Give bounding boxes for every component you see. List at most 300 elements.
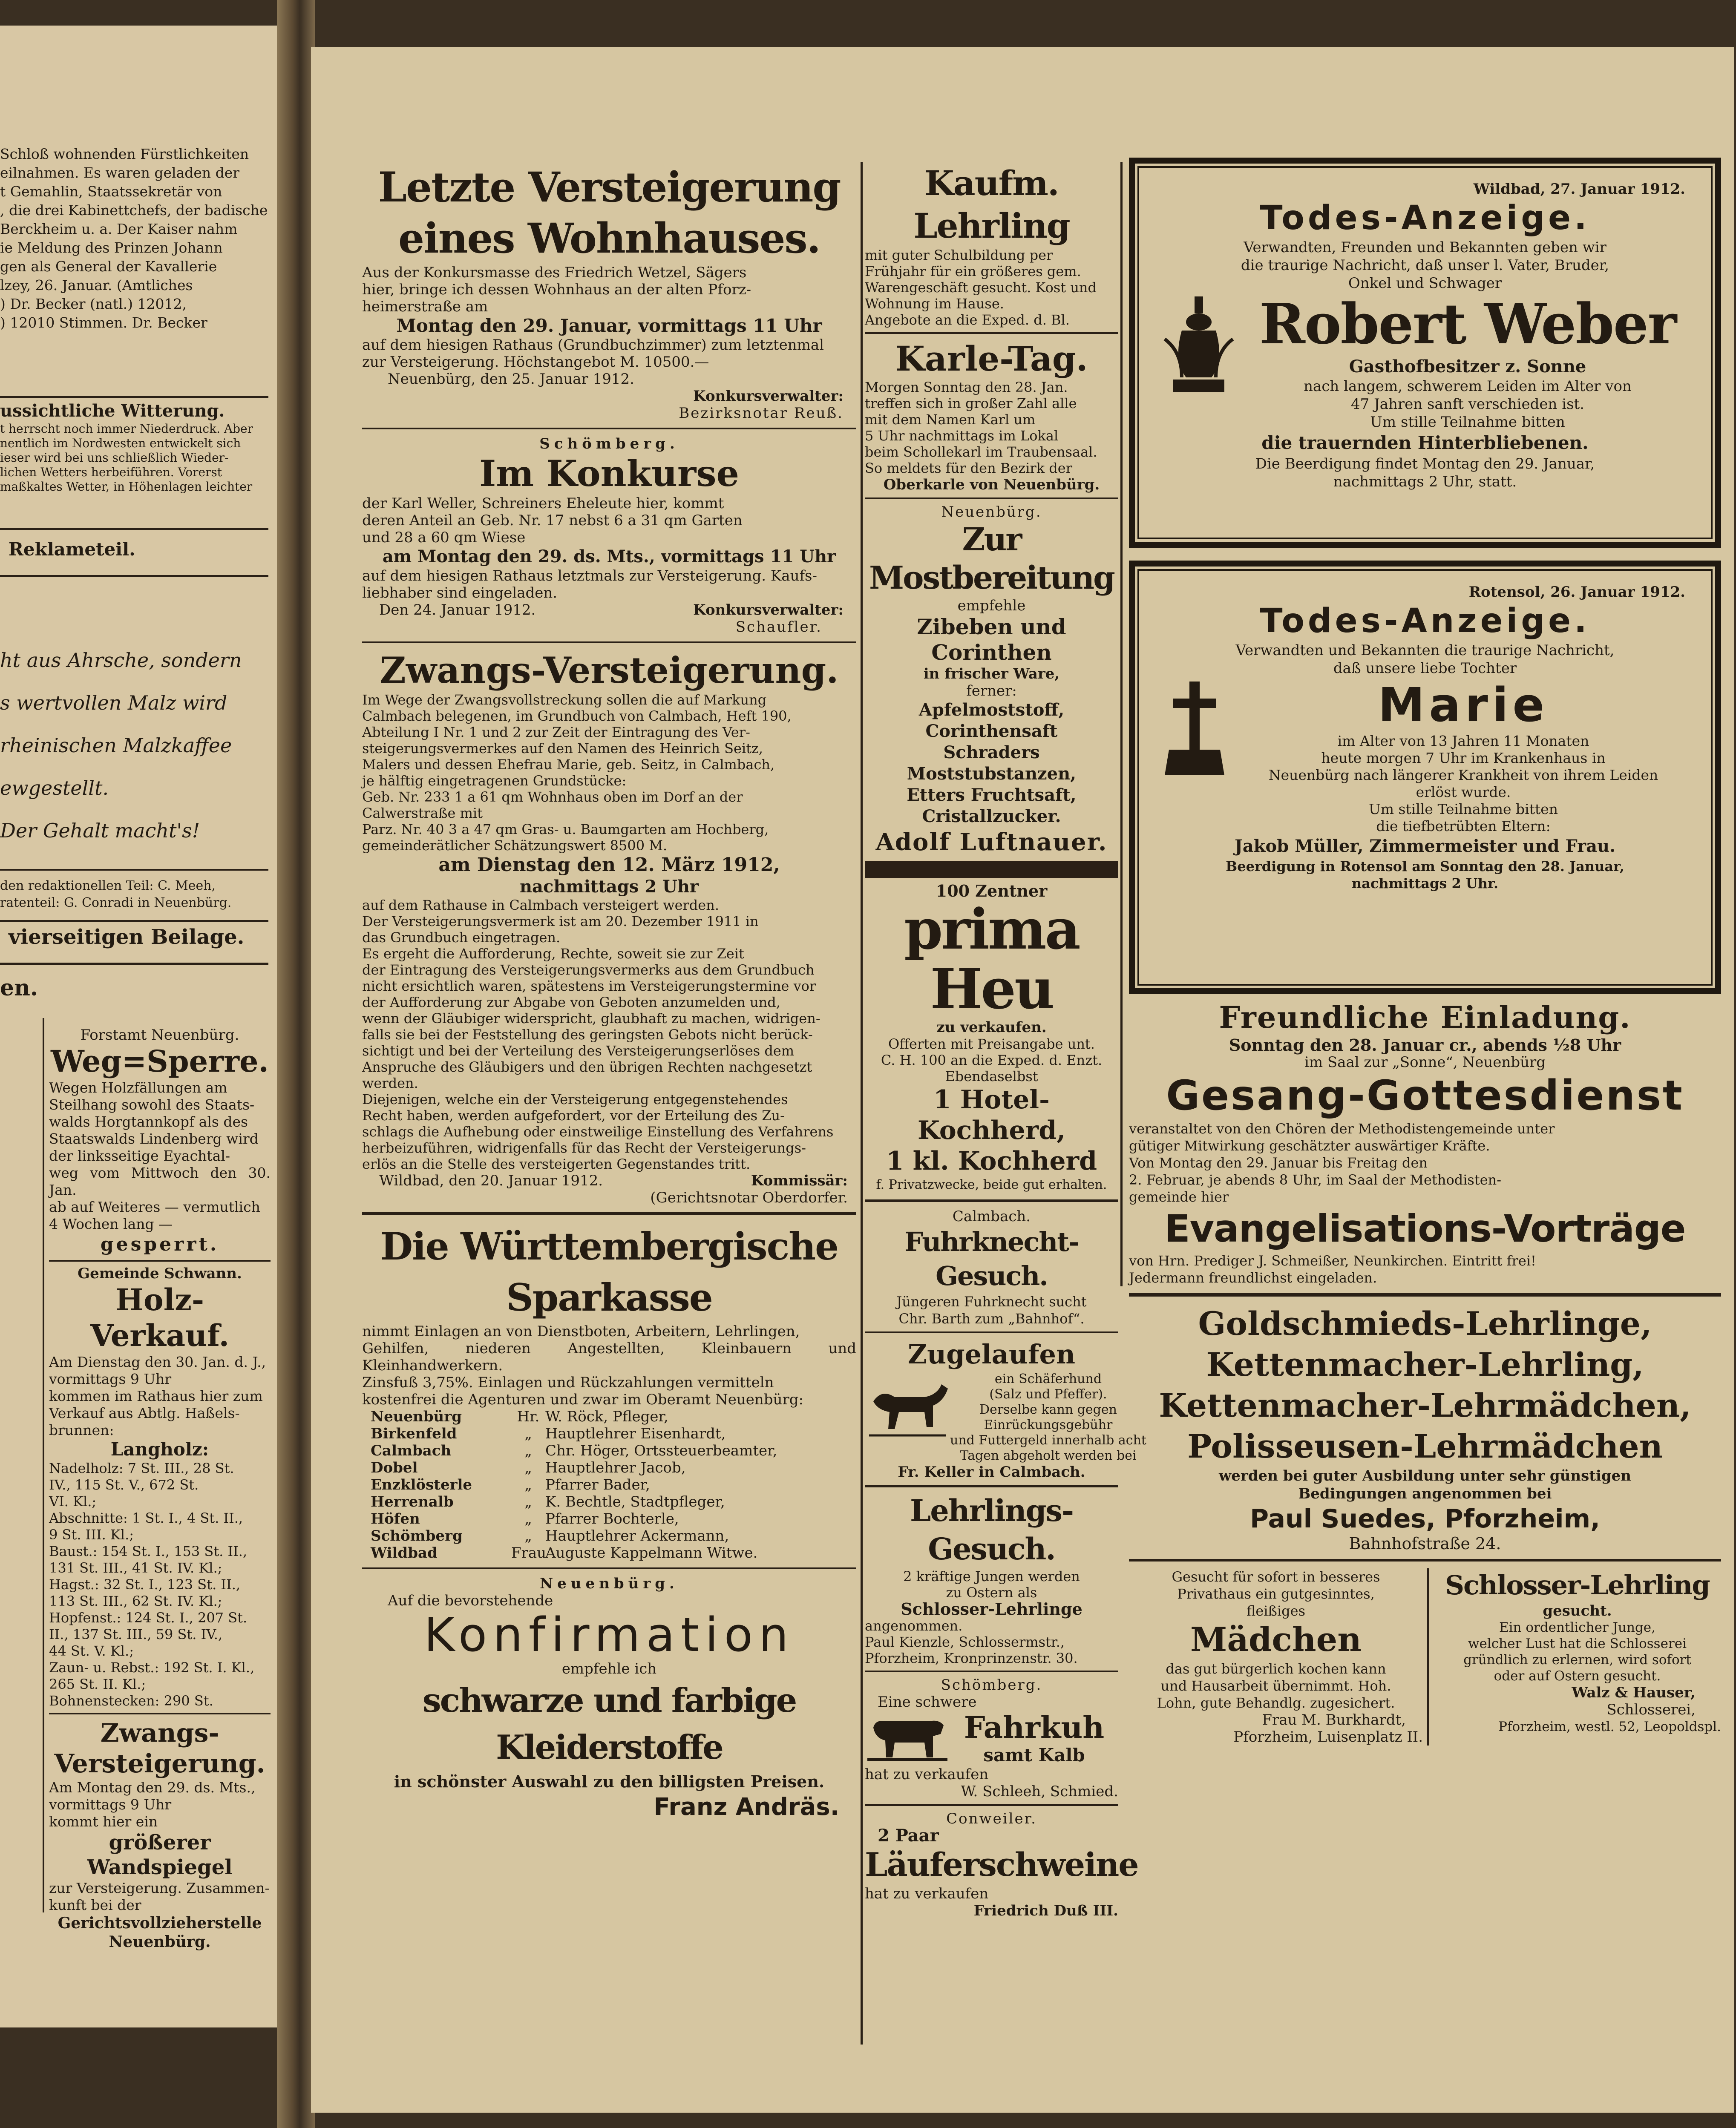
text-line: Recht haben, werden aufgefordert, vor der Erteilung des Zu- [362,1107,785,1124]
text-line: und 28 a 60 qm Wiese [362,529,526,546]
konkurs-sign: Konkursverwalter: [693,601,844,618]
text-line: zur Versteigerung. Zusammen- [49,1880,270,1896]
text-line: welcher Lust hat die Schlosserei [1468,1636,1687,1651]
text-line: ht aus Ahrsche, sondern [0,649,242,672]
text-line: Abteilung I Nr. 1 und 2 zur Zeit der Eintragung des Ver- [362,724,750,740]
konkurs-title: Im Konkurse [479,452,739,495]
agency-mark: „ [524,1459,532,1476]
text-line: Goldschmieds-Lehrlinge, [1198,1305,1652,1343]
text-line: Ein ordentlicher Junge, [1499,1620,1656,1635]
einladung-title: Freundliche Einladung. [1219,1000,1631,1035]
einladung-line2: im Saal zur „Sonne“, Neuenbürg [1304,1054,1546,1071]
cross-icon [1156,677,1233,788]
text-line: Beerdigung in Rotensol am Sonntag den 28. Januar, [1226,858,1624,874]
text-line: Im Wege der Zwangsvollstreckung sollen die auf Markung [362,692,767,708]
text-line: , die drei Kabinettchefs, der badische [0,202,268,219]
text-line: 47 Jahren sanft verschieden ist. [1351,396,1584,413]
text-line: brunnen: [49,1422,114,1438]
text-line: werden bei guter Ausbildung unter sehr günstigen [1218,1467,1632,1484]
text-line: Chr. Barth zum „Bahnhof“. [898,1311,1085,1327]
text-line: 9 St. III. Kl.; [49,1527,134,1543]
marie-name: Marie [1378,678,1549,732]
fahrkuh-sign: W. Schleeh, Schmied. [961,1783,1118,1800]
reklame-heading: Reklameteil. [9,539,135,560]
text-line: Am Dienstag den 30. Jan. d. J., [49,1354,266,1370]
editors-note [0,877,268,912]
text-line: nach langem, schwerem Leiden im Alter von [1304,378,1632,395]
text-line: (Salz und Pfeffer). [989,1387,1107,1402]
zwangs-sign-name: (Gerichtsnotar Oberdorfer. [650,1189,848,1206]
most-line: empfehle [957,597,1026,614]
weber-title: Todes-Anzeige. [1260,199,1590,237]
text-line: vormittags 9 Uhr [49,1371,172,1387]
divider [362,1567,856,1569]
andraes-name: Franz Andräs. [654,1793,839,1821]
gemeinde-label: Gemeinde Schwann. [78,1265,242,1282]
fuhrknecht-title: Fuhrknecht-Gesuch. [904,1226,1079,1291]
text-line: maßkaltes Wetter, in Höhenlagen leichter [0,480,253,494]
column-1 [362,162,856,2049]
text-line: kunft bei der [49,1897,141,1913]
text-line: die tiefbetrübten Eltern: [1376,818,1551,834]
divider [362,641,856,643]
weather-text [0,422,268,494]
column-rule [43,1018,44,1912]
divider [865,1671,1118,1672]
text-line: II., 137 St. III., 59 St. IV., [49,1626,223,1642]
konfirmation-title: Konfirmation [424,1608,795,1662]
text-line: Jedermann freundlichst eingeladen. [1129,1270,1377,1286]
fahrkuh-title: Fahrkuh [964,1710,1105,1745]
text-line: 2 kräftige Jungen werden [903,1568,1080,1584]
text-line: schlags die Aufhebung oder einstweilige Einstellung des Verfahrens [362,1124,834,1140]
text-line: 4 Wochen lang — [49,1216,173,1232]
text-line: 5 Uhr nachmittags im Lokal [865,428,1059,444]
agency-place: Herrenalb [371,1493,454,1510]
fuhrknecht-place: Calmbach. [952,1208,1031,1225]
text-line: Paul Kienzle, Schlossermstr., [865,1634,1065,1650]
agency-row [371,1544,856,1561]
agency-place: Birkenfeld [371,1425,457,1442]
text-line: Staatswalds Lindenberg wird [49,1130,259,1147]
text-line: Der Gehalt macht's! [0,819,200,842]
text-line: Gesucht für sofort in besseres [1172,1569,1380,1585]
text-line: auf dem hiesigen Rathaus (Grundbuchzimmer) zum letztenmal [362,336,824,354]
text-line: beim Schollekarl im Traubensaal. [865,444,1097,460]
agency-row [371,1527,856,1544]
text-line: Hagst.: 32 St. I., 123 St. II., [49,1576,241,1593]
divider [49,1260,271,1262]
text-line: 113 St. III., 62 St. IV. Kl.; [49,1593,222,1609]
maedchen-addr: Pforzheim, Luisenplatz II. [1233,1728,1423,1746]
heu-top: 100 Zentner [936,881,1048,900]
text-line: hier, bringe ich dessen Wohnhaus an der alten Pforz- [362,281,751,298]
text-line: ewgestellt. [0,776,109,799]
left-news-column [0,145,268,332]
text-line: Wohnung im Hause. [865,296,1004,312]
text-line: Geb. Nr. 233 1 a 61 qm Wohnhaus oben im Dorf an der [362,789,743,805]
text-line: Von Montag den 29. Januar bis Freitag den [1129,1155,1428,1171]
text-line: ieser wird bei uns schließlich Wieder- [0,451,229,465]
text-line: 44 St. V. Kl.; [49,1643,134,1659]
divider [362,428,856,429]
text-line: sichtigt und bei der Verteilung des Versteigerungserlöses dem [362,1043,795,1059]
text-line: gen als General der Kavallerie [0,258,217,275]
schlosser-lehrlinge: Schlosser-Lehrlinge [901,1599,1082,1619]
text-line: mit dem Namen Karl um [865,411,1036,428]
death-notice-marie [1129,561,1721,994]
zwangs-time: nachmittags 2 Uhr [519,877,699,897]
konkurs-sign-name: Schaufler. [735,618,822,636]
agency-row [371,1425,856,1442]
book-gutter [277,0,315,2128]
text-line: Jüngeren Fuhrknecht sucht [896,1294,1087,1310]
fahrkuh-line2: hat zu verkaufen [865,1766,989,1783]
schweine-sign: Friedrich Duß III. [973,1902,1118,1919]
text-line: Abschnitte: 1 St. I., 4 St. II., [49,1510,243,1526]
thick-divider [865,861,1118,878]
text-line: wenn der Gläubiger widerspricht, glaubhaft zu machen, widrigen- [362,1010,820,1027]
agency-name: Hauptlehrer Jacob, [545,1459,686,1476]
text-line: Verkauf aus Abtlg. Haßels- [49,1405,240,1421]
text-line: herbeizuführen, widrigenfalls für das Recht der Versteigerungs- [362,1140,806,1156]
text-line: das Grundbuch eingetragen. [362,929,561,946]
text-line: der linksseitige Eyachtal- [49,1147,230,1164]
text-line: Die Beerdigung findet Montag den 29. Januar, [1255,455,1595,472]
lehrlings-gesuch-title: Lehrlings-Gesuch. [910,1493,1073,1567]
text-line: Baust.: 154 St. I., 153 St. II., [49,1543,248,1559]
text-line: Um stille Teilnahme bitten [1370,414,1565,431]
agency-name: Hauptlehrer Eisenhardt, [545,1425,726,1442]
text-line: s wertvollen Malz wird [0,691,227,714]
text-line: auf dem Rathause in Calmbach versteigert werden. [362,897,719,913]
text-line: und Hausarbeit übernimmt. Hoh. [1160,1678,1391,1694]
text-line: Onkel und Schwager [1348,275,1502,292]
evangelisation-title: Evangelisations-Vorträge [1164,1207,1686,1251]
text-line: kostenfrei die Agenturen und zwar im Oberamt Neuenbürg: [362,1391,803,1408]
text-line: gemeinde hier [1129,1189,1229,1205]
text-line: So meldets für den Bezirk der [865,460,1072,476]
wohnhaus-sign-name: Bezirksnotar Reuß. [679,405,844,422]
divider [865,497,1118,499]
zwangs-title: Zwangs-Versteigerung. [380,649,839,691]
kochherd-2: 1 kl. Kochherd [886,1146,1097,1176]
agency-row [371,1476,856,1493]
text-line: Wegen Holzfällungen am [49,1079,227,1096]
text-line: Privathaus ein gutgesinntes, [1177,1586,1375,1602]
schlosser-sub: gesucht. [1543,1602,1612,1619]
text-line: fleißiges [1247,1603,1305,1619]
text-line: Morgen Sonntag den 28. Jan. [865,379,1068,395]
spiegel-label: größerer Wandspiegel [87,1831,233,1879]
maedchen-ad [1129,1568,1429,1746]
text-line: angenommen. [865,1618,963,1634]
text-line: Cristallzucker. [922,806,1061,826]
text-line: Hopfenst.: 124 St. I., 207 St. [49,1610,248,1626]
text-line: erlöst wurde. [1416,784,1511,800]
zwangs-title-left: Zwangs-Versteigerung. [54,1718,265,1779]
text-line: Parz. Nr. 40 3 a 47 qm Gras- u. Baumgarten am Hochberg, [362,821,769,837]
agency-place: Dobel [371,1459,418,1476]
text-line: deren Anteil an Geb. Nr. 17 nebst 6 a 31 qm Garten [362,512,743,529]
agency-name: Chr. Höger, Ortssteuerbeamter, [545,1442,777,1459]
text-line: Schloß wohnenden Fürstlichkeiten [0,146,249,162]
text-line: nachmittags 2 Uhr. [1351,875,1499,891]
agency-mark: „ [524,1510,532,1527]
agency-mark: Frau [511,1544,547,1561]
text-line: Kettenmacher-Lehrmädchen, [1159,1386,1691,1424]
text-line: den redaktionellen Teil: C. Meeh, [0,878,216,893]
agency-mark: „ [524,1425,532,1442]
text-line: Polisseusen-Lehrmädchen [1187,1427,1663,1465]
divider [865,332,1118,334]
text-line: Pforzheim, Kronprinzenstr. 30. [865,1650,1078,1666]
text-line: t Gemahlin, Staatssekretär von [0,183,222,200]
text-line: ratenteil: G. Conradi in Neuenbürg. [0,895,232,910]
forstamt-label: Forstamt Neuenbürg. [80,1027,239,1044]
text-line: C. H. 100 an die Exped. d. Enzt. [881,1052,1103,1068]
text-line: nimmt Einlagen an von Dienstboten, Arbeitern, Lehrlingen, [362,1323,800,1340]
text-line: Apfelmoststoff, Corinthensaft [918,700,1065,741]
zugelaufen-sign: Fr. Keller in Calmbach. [898,1464,1085,1481]
text-line: Anspruche des Gläubigers und den übrigen Rechten nachgesetzt [362,1059,812,1075]
text-line: mit guter Schulbildung per [865,247,1053,263]
divider [362,1212,856,1215]
text-line: 2. Februar, je abends 8 Uhr, im Saal der Methodisten- [1129,1172,1502,1188]
fahrkuh-place: Schömberg. [941,1677,1042,1694]
text-line: Etters Fruchtsaft, [907,785,1077,805]
text-line: Einrückungsgebühr [984,1418,1113,1432]
text-line: im Alter von 13 Jahren 11 Monaten [1337,733,1589,749]
text-line: Malers und dessen Ehefrau Marie, geb. Seitz, in Calmbach, [362,756,775,773]
agency-list [362,1408,856,1561]
weber-dateline: Wildbad, 27. Januar 1912. [1473,181,1685,198]
agency-name: Hauptlehrer Ackermann, [545,1527,729,1544]
schweine-line: hat zu verkaufen [865,1885,989,1902]
column-2 [865,162,1146,2049]
text-line: eilnahmen. Es waren geladen der [0,164,240,181]
einladung-line: Sonntag den 28. Januar cr., abends ½8 Uhr [1229,1035,1621,1055]
text-line: Diejenigen, welche ein der Versteigerung entgegenstehendes [362,1091,788,1107]
konfirmation-place: Neuenbürg. [540,1575,679,1592]
death-notice-weber [1129,158,1721,548]
marie-sign: Jakob Müller, Zimmermeister und Frau. [1234,836,1616,856]
konkurs-place: Schömberg. [539,435,679,452]
divider [49,1713,271,1714]
agency-mark: „ [524,1476,532,1493]
text-line: je hälftig eingetragenen Grundstücke: [362,773,627,789]
left-ads-column [49,1027,271,1951]
text-line: falls sie bei der Feststellung des geringsten Gebots nicht berück- [362,1027,813,1043]
text-line: Neuenbürg nach längerer Krankheit von ihrem Leiden [1268,767,1658,783]
heu-sub: zu verkaufen. [936,1019,1047,1036]
agency-place: Wildbad [371,1544,438,1561]
schweine-top: 2 Paar [878,1826,939,1846]
text-line: ab auf Weiteres — vermutlich [49,1199,260,1215]
text-line: 265 St. II. Kl.; [49,1676,146,1692]
text-line: lichen Wetters herbeiführen. Vorerst [0,465,222,479]
text-line: nentlich im Nordwesten entwickelt sich [0,436,241,450]
text-line: Offerten mit Preisangabe unt. [888,1036,1095,1052]
text-line: gütiger Mitwirkung geschätzter auswärtiger Kräfte. [1129,1138,1490,1154]
text-line: treffen sich in großer Zahl alle [865,395,1077,411]
schlosser-title: Schlosser-Lehrling [1445,1570,1710,1601]
most-sub2: in frischer Ware, [923,665,1060,682]
cow-icon [865,1711,950,1766]
most-title: Zur Mostbereitung [869,521,1114,596]
agency-row [371,1459,856,1476]
weber-role: Gasthofbesitzer z. Sonne [1349,357,1586,377]
agency-mark: „ [524,1493,532,1510]
text-line: Angebote an die Exped. d. Bl. [865,312,1070,328]
text-line: Warengeschäft gesucht. Kost und [865,279,1097,296]
text-line: Schraders Moststubstanzen, [907,742,1077,784]
divider [0,869,268,871]
dog-icon [865,1372,950,1448]
text-line: Kettenmacher-Lehrling, [1206,1346,1644,1383]
zwangs-dateline: Wildbad, den 20. Januar 1912. [379,1172,603,1189]
malzkaffee-ad [0,639,268,852]
karletag-sign: Oberkarle von Neuenbürg. [883,476,1100,493]
agency-place: Neuenbürg [371,1408,462,1425]
wohnhaus-date: Montag den 29. Januar, vormittags 11 Uhr [396,315,822,336]
agency-row [371,1510,856,1527]
text-line: Bedingungen angenommen bei [1298,1485,1552,1502]
text-line: Neuenbürg. [109,1933,211,1951]
text-line: Um stille Teilnahme bitten [1368,801,1558,817]
konkurs-date: am Montag den 29. ds. Mts., vormittags 11 Uhr [382,546,836,567]
text-line: der Eintragung des Versteigerungsvermerks aus dem Grundbuch [362,962,815,978]
text-line: t herrscht noch immer Niederdruck. Aber [0,422,253,436]
wohnhaus-sign: Konkursverwalter: [693,388,844,405]
zugelaufen-title: Zugelaufen [907,1339,1076,1370]
text-line: lzey, 26. Januar. (Amtliches [0,277,193,293]
divider [0,963,268,965]
agency-mark: Hr. [517,1408,540,1425]
text-line: kommt hier ein [49,1813,158,1830]
text-line: ) Dr. Becker (natl.) 12012, [0,296,187,312]
text-line: heimerstraße am [362,298,488,315]
agency-row [371,1408,856,1425]
agency-place: Höfen [371,1510,420,1527]
agency-mark: „ [524,1442,532,1459]
text-line: Lohn, gute Behandlg. zugesichert. [1157,1695,1395,1711]
zwangs-date: am Dienstag den 12. März 1912, [438,854,780,876]
zwangs-sign: Kommissär: [751,1172,848,1189]
agency-mark: „ [524,1527,532,1544]
karletag-title: Karle-Tag. [895,339,1088,379]
marie-title: Todes-Anzeige. [1260,602,1590,640]
schlosser-sign: Walz & Hauser, [1572,1684,1696,1701]
right-page [311,47,1734,2113]
agency-place: Calmbach [371,1442,452,1459]
text-line: vormittags 9 Uhr [49,1796,172,1813]
text-line: Frühjahr für ein größeres gem. [865,263,1081,279]
text-line: ie Meldung des Prinzen Johann [0,239,223,256]
divider [1129,1559,1721,1561]
wegsperre-title: Weg=Sperre. [51,1044,269,1079]
text-line: zur Versteigerung. Höchstangebot M. 10500.— [362,354,709,371]
text-line: das gut bürgerlich kochen kann [1166,1661,1386,1677]
text-line: Verwandten, Freunden und Bekannten geben wir [1244,239,1606,256]
column-3 [1129,158,1721,2057]
text-line: Calmbach belegenen, im Grundbuch von Calmbach, Heft 190, [362,708,792,724]
text-line: Zaun- u. Rebst.: 192 St. I. Kl., [49,1659,255,1676]
marie-dateline: Rotensol, 26. Januar 1912. [1468,584,1685,601]
konfirmation-line: empfehle ich [561,1660,657,1677]
text-line: heute morgen 7 Uhr im Krankenhaus in [1321,750,1606,766]
left-news-text [0,145,268,332]
kochherd-1: 1 Hotel-Kochherd, [917,1085,1066,1145]
divider [0,575,268,577]
goldschmied-ad [1129,1303,1721,1552]
divider [865,1804,1118,1806]
text-line: Zinsfuß 3,75%. Einlagen und Rückzahlungen vermitteln [362,1374,774,1391]
divider [865,1485,1118,1487]
divider [0,920,268,922]
text-line: walds Horgtannkopf als des [49,1113,248,1130]
lehrling-title: Kaufm. Lehrling [913,163,1070,246]
kochherd-line: f. Privatzwecke, beide gut erhalten. [876,1177,1107,1192]
text-line: Der Versteigerungsvermerk ist am 20. Dezember 1911 in [362,913,759,929]
suedes-name: Paul Suedes, Pforzheim, [1250,1504,1600,1534]
text-line: Verwandten und Bekannten die traurige Nachricht, [1235,642,1615,659]
text-line: nicht ersichtlich waren, spätestens im Versteigerungstermine vor [362,978,816,994]
text-line: ) 12010 Stimmen. Dr. Becker [0,314,207,331]
most-sub: Zibeben und Corinthen [917,614,1066,665]
text-line: der Aufforderung zur Abgabe von Geboten anzumelden und, [362,994,780,1010]
agency-name: Pfarrer Bochterle, [545,1510,679,1527]
text-line: der Karl Weller, Schreiners Eheleute hier, kommt [362,495,724,512]
agency-place: Schömberg [371,1527,463,1544]
text-line: Ebendaselbst [945,1068,1038,1084]
text-line: zu Ostern als [946,1584,1037,1601]
holzverkauf-title: Holz-Verkauf. [90,1282,230,1353]
text-line: nachmittags 2 Uhr, statt. [1333,473,1517,490]
text-line: IV., 115 St. V., 672 St. [49,1477,199,1493]
text-line: VI. Kl.; [49,1493,97,1510]
konfirmation-tagline: in schönster Auswahl zu den billigsten Preisen. [394,1772,825,1791]
divider [0,528,268,530]
sparkasse-title: Die Württembergische Sparkasse [380,1224,838,1320]
schweine-title: Läuferschweine [865,1846,1138,1884]
text-line: Calwerstraße mit [362,805,483,821]
divider [1129,1293,1721,1297]
agency-place: Enzklösterle [371,1476,472,1493]
divider [865,1199,1118,1202]
text-line: rheinischen Malzkaffee [0,734,232,757]
text-line: gründlich zu erlernen, wird sofort [1463,1652,1691,1668]
text-line: Es ergeht die Aufforderung, Rechte, soweit sie zur Zeit [362,946,744,962]
agency-name: Pfarrer Bader, [545,1476,650,1493]
most-ferner: ferner: [966,682,1017,699]
konfirmation-intro: Auf die bevorstehende [388,1592,553,1609]
schweine-place: Conweiler. [946,1810,1037,1827]
beilage-note: vierseitigen Beilage. [9,925,245,949]
text-line: Tagen abgeholt werden bei [960,1448,1137,1463]
fragment-heading: en. [0,975,38,1001]
text-line: daß unsere liebe Tochter [1333,660,1517,677]
fahrkuh-sub: samt Kalb [983,1745,1085,1766]
gottesdienst-title: Gesang-Gottesdienst [1166,1072,1684,1119]
text-line: von Hrn. Prediger J. Schmeißer, Neunkirchen. Eintritt frei! [1129,1253,1536,1269]
schlosser-ad [1429,1568,1721,1746]
agency-name: K. Bechtle, Stadtpfleger, [545,1493,725,1510]
text-line: veranstaltet von den Chören der Methodistengemeinde unter [1129,1121,1555,1137]
text-line: steigerungsvermerkes auf den Namen des Heinrich Seitz, [362,740,763,756]
luftnauer-name: Adolf Luftnauer. [875,828,1108,856]
text-line: oder auf Ostern gesucht. [1494,1668,1661,1684]
